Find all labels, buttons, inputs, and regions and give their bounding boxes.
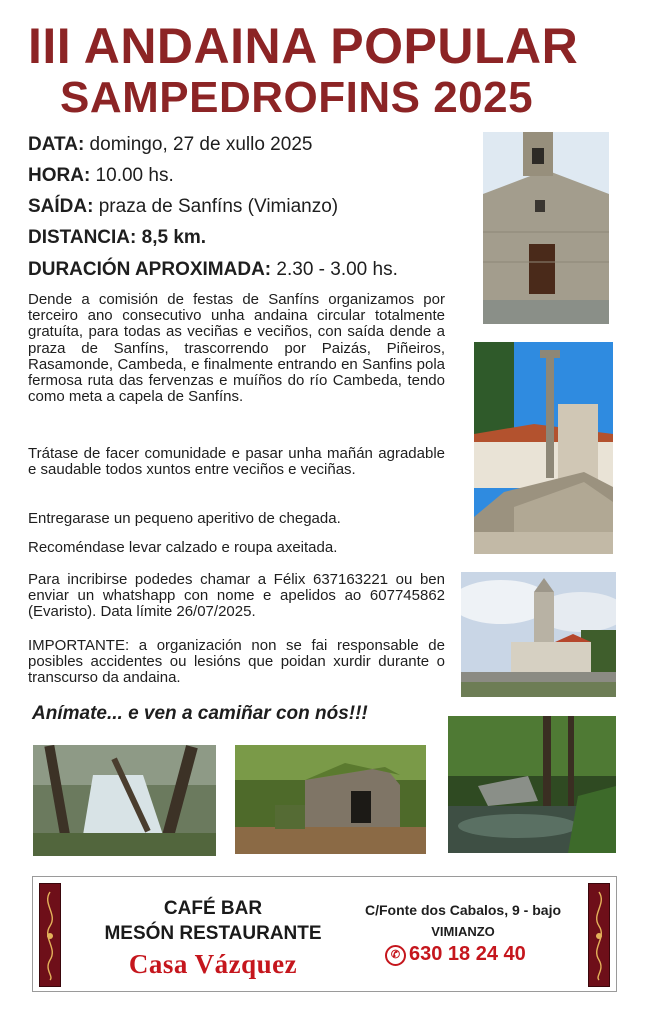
waterfall-forest-photo: [33, 745, 216, 856]
ornament-left: [39, 883, 61, 987]
sponsor-city: VIMIANZO: [431, 924, 495, 939]
church-photo: [461, 572, 616, 697]
start-label: SAÍDA:: [28, 196, 94, 217]
cafe-bar-label: CAFÉ BAR: [163, 898, 263, 919]
poster-title: III ANDAINA POPULAR: [28, 18, 579, 74]
duration-value: 2.30 - 3.00 hs.: [271, 259, 398, 280]
start-value: praza de Sanfíns (Vimianzo): [93, 196, 339, 217]
poster-subtitle: SAMPEDROFINS 2025: [60, 73, 534, 122]
cheer-text: Anímate... e ven a camiñar con nós!!!: [32, 703, 368, 724]
phone-icon: ✆: [385, 945, 406, 966]
description-paragraph: Dende a comisión de festas de Sanfíns organizamos por terceiro ano consecutivo unha andaina circular totalmente gratuíta, para todas as veciñas e veciños, con saída dende a praza de Sanfíns, trascorrendo por Paizás, Piñeiros, Rasamonde, Cambeda, e finalmente entrando en Sanfins pola fermosa ruta das fervenzas e muíños do río Cambeda, tendo como meta a capela de Sanfíns.: [28, 291, 445, 406]
river-photo: [448, 716, 616, 853]
sponsor-phone-number: 630 18 24 40: [409, 943, 526, 965]
snack-paragraph: Entregarase un pequeno aperitivo de chegada.: [28, 510, 341, 527]
chapel-photo: [483, 132, 609, 324]
date-value: domingo, 27 de xullo 2025: [84, 134, 313, 155]
start-line: [28, 195, 338, 219]
sponsor-banner: [32, 876, 617, 992]
ornament-right: [588, 883, 610, 987]
duration-line: [28, 258, 398, 282]
sponsor-address: C/Fonte dos Cabalos, 9 - bajo: [364, 902, 562, 918]
time-value: 10.00 hs.: [90, 165, 174, 186]
duration-label: DURACIÓN APROXIMADA:: [28, 259, 272, 280]
date-line: [28, 133, 312, 157]
registration-paragraph: Para incribirse podedes chamar a Félix 637163221 ou ben enviar un whatshapp con nome e apelidos ao 607745862 (Evaristo). Data límite 26/07/2025.: [28, 571, 445, 621]
time-label: HORA:: [28, 165, 91, 186]
sponsor-phone: [385, 943, 526, 966]
restaurant-label: MESÓN RESTAURANTE: [104, 923, 322, 944]
community-paragraph: Trátase de facer comunidade e pasar unha mañán agradable e saudable todos xuntos entre veciños e veciñas.: [28, 445, 445, 479]
stone-cross-photo: [474, 342, 613, 554]
restaurant-name: Casa Vázquez: [128, 949, 298, 979]
distance-line: [28, 226, 206, 250]
stone-mill-photo: [235, 745, 426, 854]
time-line: [28, 164, 174, 188]
date-label: DATA:: [28, 134, 85, 155]
clothing-paragraph: Recoméndase levar calzado e roupa axeitada.: [28, 539, 338, 556]
distance-label: DISTANCIA: 8,5 km.: [28, 227, 207, 248]
disclaimer-paragraph: IMPORTANTE: a organización non se fai responsable de posibles accidentes ou lesións que poidan xurdir durante o transcurso da andaina.: [28, 637, 445, 687]
